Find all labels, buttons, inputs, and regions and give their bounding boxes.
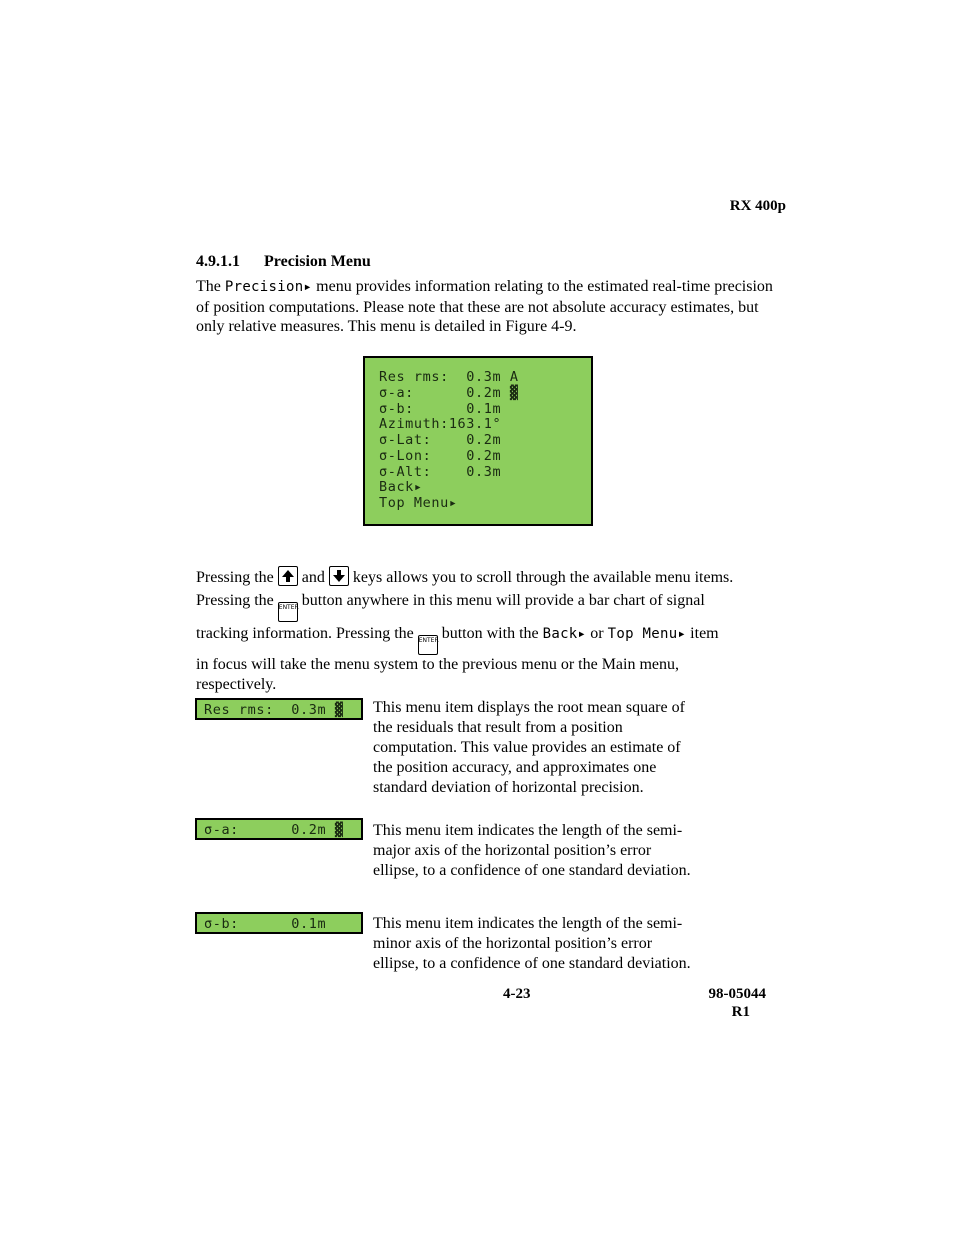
section-number: 4.9.1.1 xyxy=(196,253,240,270)
navigation-paragraph: Pressing the and keys allows you to scroll through the available menu items. Pressing the ENTER button anywhere in this menu will provide a bar chart of signal tracking information. Pressing the ENTER button with the Back▸ or Top Menu▸ item in focus will take the menu system to the previous menu or the Main menu, respectively. xyxy=(196,566,786,695)
top-menu-word: Top Menu▸ xyxy=(607,626,687,642)
lcd-row-sigma-lat: σ-Lat: 0.2m xyxy=(379,432,502,448)
intro-paragraph xyxy=(196,277,786,337)
up-arrow-key-icon xyxy=(278,566,298,586)
sigma-b-description: This menu item indicates the length of the semi- minor axis of the horizontal position’s error ellipse, to a confidence of one standard deviation. xyxy=(373,915,691,972)
res-rms-description: This menu item displays the root mean square of the residuals that result from a position computation. This value provides an estimate of the position accuracy, and approximates one standard deviation of horizontal precision. xyxy=(373,699,685,796)
footer-revision: R1 xyxy=(731,1004,750,1020)
lcd-row-res-rms: Res rms: 0.3m A xyxy=(379,369,519,385)
lcd-row-back: Back▸ xyxy=(379,479,423,495)
lcd-row-top-menu: Top Menu▸ xyxy=(379,495,458,511)
header-product: RX 400p xyxy=(729,198,786,214)
enter-key-icon: ENTER xyxy=(278,602,298,622)
intro-text: menu provides information relating to the estimated real-time precision of position computations. Please note that these are not absolute accuracy estimates, but only relative measures. This menu is detailed in Figure 4-9. xyxy=(196,278,773,335)
back-menu-word: Back▸ xyxy=(542,626,587,642)
lcd-row-sigma-b: σ-b: 0.1m xyxy=(379,401,502,417)
enter-key-icon: ENTER xyxy=(418,635,438,655)
intro-prefix: The xyxy=(196,278,225,295)
lcd-item-sigma-a: σ-a: 0.2m ▓ xyxy=(195,818,363,840)
section-heading xyxy=(196,253,371,271)
down-arrow-key-icon xyxy=(329,566,349,586)
section-title: Precision Menu xyxy=(264,253,371,270)
footer-page-number: 4-23 xyxy=(503,986,531,1002)
precision-lcd-display xyxy=(363,356,593,526)
lcd-row-sigma-lon: σ-Lon: 0.2m xyxy=(379,448,502,464)
lcd-item-res-rms: Res rms: 0.3m ▓ xyxy=(195,698,363,720)
lcd-row-sigma-a: σ-a: 0.2m ▓ xyxy=(379,385,519,401)
lcd-item-sigma-b: σ-b: 0.1m xyxy=(195,912,363,934)
sigma-a-description: This menu item indicates the length of the semi- major axis of the horizontal position’s error ellipse, to a confidence of one standard deviation. xyxy=(373,822,691,879)
lcd-row-sigma-alt: σ-Alt: 0.3m xyxy=(379,464,502,480)
intro-menu-name: Precision▸ xyxy=(224,279,313,295)
footer-doc-number: 98-05044 xyxy=(708,986,766,1002)
lcd-row-azimuth: Azimuth:163.1° xyxy=(379,416,502,432)
